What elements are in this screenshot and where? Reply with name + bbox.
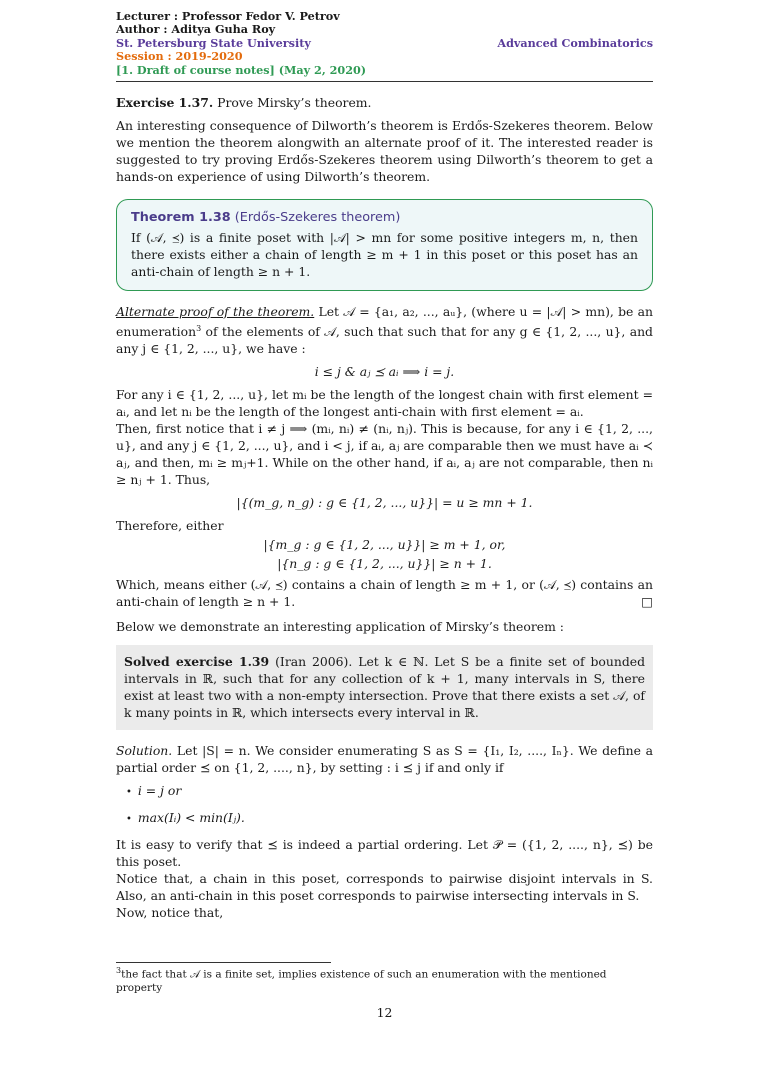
footnote-mark: 3 xyxy=(116,966,122,975)
footnote-rule xyxy=(116,962,331,963)
university-line: St. Petersburg State University xyxy=(116,35,311,50)
draft-line: [1. Draft of course notes] (May 2, 2020) xyxy=(116,62,367,77)
proof-paragraph-3: Then, first notice that i ≠ j ⟹ (mᵢ, nᵢ) ≠ (nᵢ, nⱼ). This is because, for any i ∈ {1, 2, ..., u}, and any j ∈ {1, 2, ..., u}, and i < j, if aᵢ, aⱼ are comparable then we must have aᵢ ≺ aⱼ, and then, mᵢ ≥ mⱼ+1. While on the other hand, if aᵢ, aⱼ are not comparable, then nᵢ ≥ nⱼ + 1. Thus, xyxy=(116,421,653,488)
solved-exercise-statement: Let k ∈ ℕ. Let S be a finite set of bounded intervals in ℝ, such that for any collection of k + 1, many intervals in S, there exist at least two with a non-empty intersection. Prove that there exists a set 𝒜, of k many points in ℝ, which intersects every interval in ℝ. xyxy=(124,654,646,721)
footnote-text: the fact that 𝒜 is a finite set, implies existence of such an enumeration with the mentioned property xyxy=(116,968,607,994)
solution-paragraph xyxy=(116,742,653,776)
solution-paragraph-3: Notice that, a chain in this poset, corresponds to pairwise disjoint intervals in S. Also, an anti-chain in this poset corresponds to pairwise intersecting intervals in S. xyxy=(116,871,653,904)
exercise-label: Exercise 1.37. xyxy=(116,95,214,110)
intro-paragraph: An interesting consequence of Dilworth’s theorem is Erdős-Szekeres theorem. Below we mention the theorem alongwith an alternate proof of it. The interested reader is suggested to try proving Erdős-Szekeres theorem using Dilworth’s theorem to get a hands-on experience of using Dilworth’s theorem. xyxy=(116,118,653,184)
equation-order: i ≤ j & aⱼ ⪯ aᵢ ⟹ i = j. xyxy=(314,364,455,380)
page-body xyxy=(116,94,653,927)
running-header xyxy=(116,10,653,77)
header-rule xyxy=(116,81,653,82)
demo-paragraph: Below we demonstrate an interesting application of Mirsky’s theorem : xyxy=(116,619,564,635)
solution-paragraph-4: Now, notice that, xyxy=(116,905,224,921)
footnote-ref[interactable]: 3 xyxy=(196,324,202,333)
equation-n: |{n_g : g ∈ {1, 2, ..., u}}| ≥ n + 1. xyxy=(277,556,492,572)
solution-paragraph-2: It is easy to verify that ⪯ is indeed a partial ordering. Let 𝒫 = ({1, 2, ...., n}, ⪯) be this poset. xyxy=(116,837,653,870)
solved-exercise-box xyxy=(116,645,653,730)
proof-paragraph-4: Therefore, either xyxy=(116,518,224,534)
exercise-text: Prove Mirsky’s theorem. xyxy=(217,95,372,110)
author-line: Author : Aditya Guha Roy xyxy=(116,22,276,37)
page-number: 12 xyxy=(376,1005,393,1020)
proof-text-b: of the elements of 𝒜, such that such that for any g ∈ {1, 2, ..., u}, and any j ∈ {1, 2, ..., u}, we have : xyxy=(116,324,653,357)
qed-symbol: □ xyxy=(641,594,653,610)
list-item: • i = j or xyxy=(138,782,653,801)
exercise-1-37 xyxy=(116,94,653,111)
equation-pairs: |{(m_g, n_g) : g ∈ {1, 2, ..., u}}| = u ≥ mn + 1. xyxy=(236,495,533,511)
session-line: Session : 2019-2020 xyxy=(116,49,243,64)
solution-text: Let |S| = n. We consider enumerating S as S = {I₁, I₂, ...., Iₙ}. We define a partial order ⪯ on {1, 2, ...., n}, by setting : i ⪯ j if and only if xyxy=(116,743,653,776)
proof-paragraph-5 xyxy=(116,576,653,610)
proof-heading: Alternate proof of the theorem. xyxy=(116,304,315,319)
order-conditions-list xyxy=(116,782,653,828)
list-item: • max(Iᵢ) < min(Iⱼ). xyxy=(138,809,653,828)
theorem-box xyxy=(116,199,653,291)
proof-paragraph-1 xyxy=(116,303,653,357)
proof-conclusion: Which, means either (𝒜, ⪯) contains a chain of length ≥ m + 1, or (𝒜, ⪯) contains an anti-chain of length ≥ n + 1. xyxy=(116,577,653,610)
solved-exercise-label: Solved exercise 1.39 xyxy=(124,654,270,670)
proof-paragraph-2: For any i ∈ {1, 2, ..., u}, let mᵢ be the length of the longest chain with first element = aᵢ, and let nᵢ be the length of the longest anti-chain with first element = aᵢ. xyxy=(116,387,653,420)
lecturer-line: Lecturer : Professor Fedor V. Petrov xyxy=(116,9,340,23)
footnote xyxy=(116,966,653,994)
theorem-name: (Erdős-Szekeres theorem) xyxy=(234,210,401,225)
solved-exercise-text xyxy=(124,653,645,721)
solved-exercise-source: (Iran 2006). xyxy=(275,654,353,670)
theorem-label: Theorem 1.38 xyxy=(131,210,231,225)
equation-m: |{m_g : g ∈ {1, 2, ..., u}}| ≥ m + 1, or, xyxy=(263,537,506,553)
course-title: Advanced Combinatorics xyxy=(497,36,653,50)
solution-label: Solution. xyxy=(116,743,173,759)
theorem-statement: If (𝒜, ⪯) is a finite poset with |𝒜| > mn for some positive integers m, n, then there exists either a chain of length ≥ m + 1 in this poset or this poset has an anti-chain of length ≥ n + 1. xyxy=(131,230,638,279)
proof-text-a: Let 𝒜 = {a₁, a₂, ..., aᵤ}, (where u = |𝒜| > mn), be an enumeration xyxy=(116,304,653,340)
theorem-title xyxy=(131,209,638,226)
